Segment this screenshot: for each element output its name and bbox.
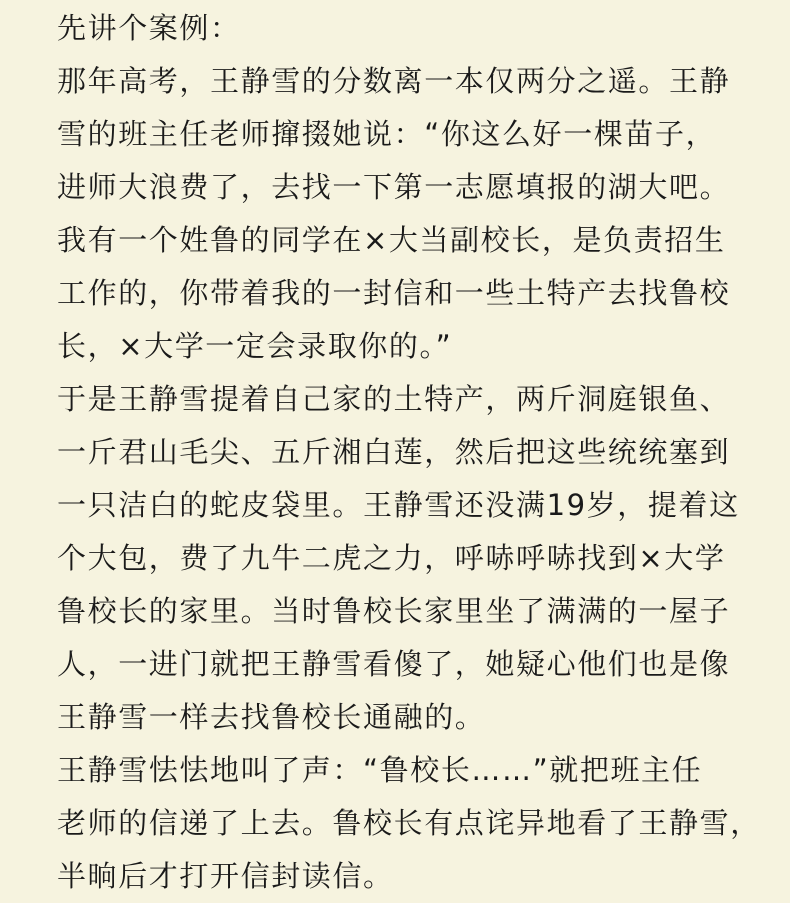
- text-line: 雪的班主任老师撺掇她说：“你这么好一棵苗子，: [57, 117, 717, 151]
- text-line: 长，×大学一定会录取你的。”: [57, 329, 453, 363]
- text-line: 进师大浪费了，去找一下第一志愿填报的湖大吧。: [57, 170, 731, 204]
- text-line: 王静雪一样去找鲁校长通融的。: [57, 700, 486, 734]
- text-line: 个大包，费了九牛二虎之力，呼哧呼哧找到×大学: [57, 541, 726, 575]
- text-line: 先讲个案例：: [57, 11, 241, 45]
- text-line: 一斤君山毛尖、五斤湘白莲，然后把这些统统塞到: [57, 435, 731, 469]
- text-line: 老师的信递了上去。鲁校长有点诧异地看了王静雪，: [57, 806, 761, 840]
- text-line: 王静雪怯怯地叫了声：“鲁校长……”就把班主任: [57, 753, 703, 787]
- text-line: 我有一个姓鲁的同学在×大当副校长，是负责招生: [57, 223, 726, 257]
- text-line: 一只洁白的蛇皮袋里。王静雪还没满19岁，提着这: [57, 488, 740, 522]
- text-line: 于是王静雪提着自己家的土特产，两斤洞庭银鱼、: [57, 382, 731, 416]
- text-line: 鲁校长的家里。当时鲁校长家里坐了满满的一屋子: [57, 594, 731, 628]
- text-line: 工作的，你带着我的一封信和一些土特产去找鲁校: [57, 276, 731, 310]
- text-line: 人，一进门就把王静雪看傻了，她疑心他们也是像: [57, 647, 731, 681]
- text-line: 半晌后才打开信封读信。: [57, 859, 394, 893]
- text-line: 那年高考，王静雪的分数离一本仅两分之遥。王静: [57, 64, 731, 98]
